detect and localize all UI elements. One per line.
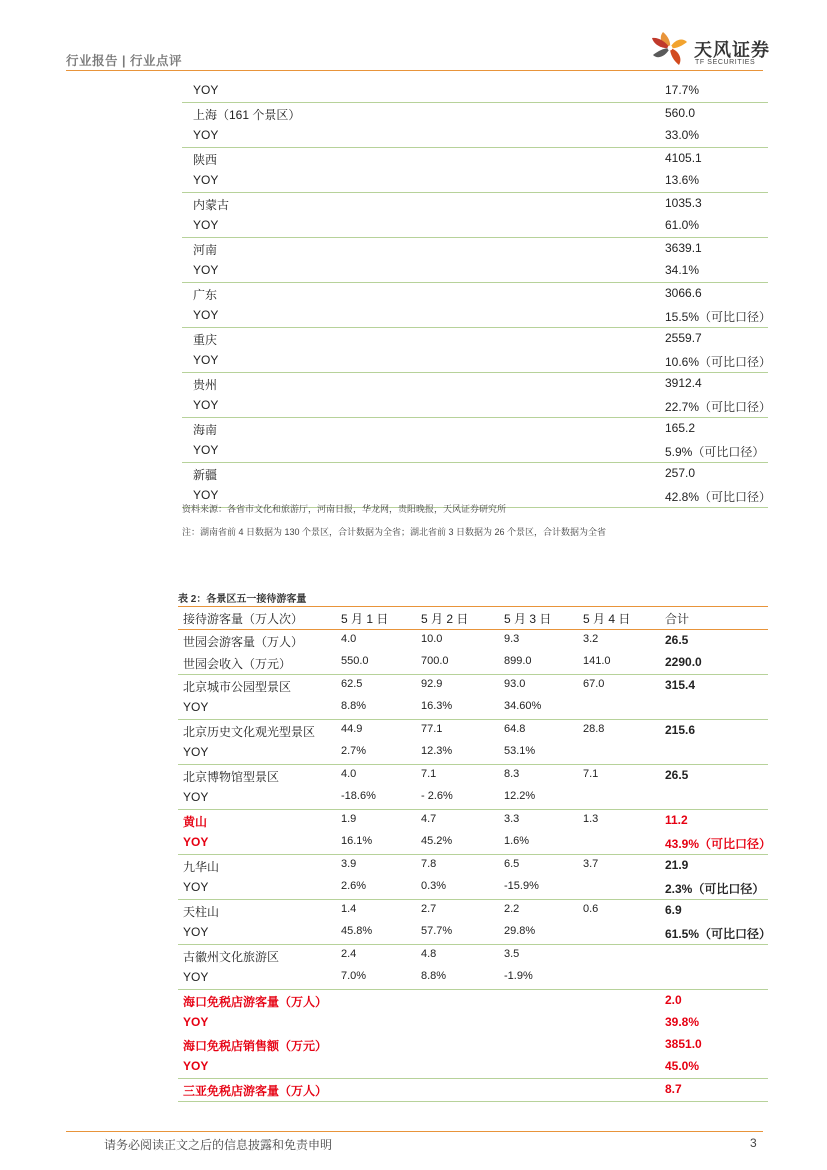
row-label: YOY [183, 880, 209, 894]
table-row-group [178, 675, 768, 720]
cell-value: 39.8% [665, 1015, 700, 1029]
cell-value: 2.3%（可比口径） [665, 882, 765, 896]
cell-value: 4.0 [341, 768, 357, 780]
row-label: 北京历史文化观光型景区 [183, 725, 316, 739]
table-row [182, 238, 768, 260]
table-row [178, 1079, 768, 1101]
yoy-label: YOY [193, 173, 219, 187]
yoy-value: 15.5%（可比口径） [665, 310, 772, 324]
cell-value: 2.0 [665, 993, 682, 1007]
cell-value: -15.9% [504, 880, 539, 892]
cell-value: 141.0 [583, 655, 611, 667]
yoy-label: YOY [193, 443, 219, 457]
table-row-group [178, 630, 768, 675]
column-header: 5 月 4 日 [583, 612, 631, 626]
row-label: YOY [183, 1015, 209, 1029]
table1-source: 资料来源：各省市文化和旅游厅，河南日报，华龙网，贵阳晚报，天风证券研究所 [182, 504, 507, 514]
row-label: YOY [183, 970, 209, 984]
cell-value: 44.9 [341, 723, 363, 735]
cell-value: 2.4 [341, 948, 357, 960]
row-label: YOY [183, 925, 209, 939]
cell-value: 0.3% [421, 880, 447, 892]
cell-value: 1.4 [341, 903, 357, 915]
table-row [178, 765, 768, 787]
cell-value: 7.8 [421, 858, 437, 870]
row-value: 257.0 [665, 466, 696, 480]
cell-value: 3.7 [583, 858, 599, 870]
cell-value: 1.6% [504, 835, 530, 847]
row-label: 河南 [193, 243, 218, 257]
cell-value: 4.0 [341, 633, 357, 645]
cell-value: 2.7 [421, 903, 437, 915]
cell-value: 550.0 [341, 655, 369, 667]
row-label: 世园会收入（万元） [183, 657, 292, 671]
yoy-value: 33.0% [665, 128, 700, 142]
table-row-group [178, 945, 768, 990]
table-row [178, 832, 772, 854]
yoy-label: YOY [193, 128, 219, 142]
breadcrumb: 行业报告 | 行业点评 [66, 54, 182, 68]
row-label: 古徽州文化旅游区 [183, 950, 280, 964]
row-value: 165.2 [665, 421, 696, 435]
table-row [178, 855, 768, 877]
cell-value: 26.5 [665, 768, 689, 782]
row-label: 上海（161 个景区） [193, 108, 301, 122]
table-row [182, 170, 768, 192]
cell-value: 21.9 [665, 858, 689, 872]
cell-value: 34.60% [504, 700, 542, 712]
cell-value: 9.3 [504, 633, 520, 645]
cell-value: 6.9 [665, 903, 682, 917]
table-row [178, 945, 768, 967]
yoy-label: YOY [193, 488, 219, 502]
table-row-group [182, 103, 768, 148]
table-row-group [182, 148, 768, 193]
table-row-group [178, 990, 768, 1079]
cell-value: 26.5 [665, 633, 689, 647]
row-label: 世园会游客量（万人） [183, 635, 304, 649]
cell-value: 8.8% [421, 970, 447, 982]
column-header: 合计 [665, 612, 690, 626]
table-row [182, 463, 768, 485]
cell-value: 16.1% [341, 835, 373, 847]
row-label: YOY [193, 83, 219, 97]
table-row [182, 305, 772, 327]
row-value: 4105.1 [665, 151, 702, 165]
table-row-group [178, 765, 768, 810]
yoy-label: YOY [193, 398, 219, 412]
table-row [182, 148, 768, 170]
cell-value: 43.9%（可比口径） [665, 837, 772, 851]
column-header: 5 月 1 日 [341, 612, 389, 626]
cell-value: 4.7 [421, 813, 437, 825]
table-row [178, 1012, 768, 1034]
column-header: 5 月 3 日 [504, 612, 552, 626]
row-value: 3639.1 [665, 241, 702, 255]
table-row-group [182, 373, 772, 418]
table-row [178, 922, 772, 944]
cell-value: 45.2% [421, 835, 453, 847]
yoy-label: YOY [193, 353, 219, 367]
table-row-group [182, 193, 768, 238]
logo-text-en: TF SECURITIES [695, 59, 756, 66]
yoy-value: 13.6% [665, 173, 700, 187]
table-row [178, 652, 768, 674]
row-label: 九华山 [183, 860, 220, 874]
row-label: YOY [183, 1059, 209, 1073]
row-label: 陕西 [193, 153, 218, 167]
table-row [178, 742, 768, 764]
cell-value: 57.7% [421, 925, 453, 937]
table-row-group [182, 418, 768, 463]
table-row [182, 125, 768, 147]
table1-note: 注：湖南省前 4 日数据为 130 个景区，合计数据为全省；湖北省前 3 日数据为 26 个景区，合计数据为全省 [182, 527, 607, 537]
row-label: 海口免税店游客量（万人） [183, 995, 328, 1009]
cell-value: 10.0 [421, 633, 443, 645]
row-value: 3066.6 [665, 286, 702, 300]
cell-value: 3.2 [583, 633, 599, 645]
row-label: 黄山 [183, 815, 208, 829]
logo [650, 28, 775, 73]
cell-value: 3851.0 [665, 1037, 702, 1051]
table-row [178, 630, 768, 652]
cell-value: 1.9 [341, 813, 357, 825]
table-row [182, 80, 768, 102]
cell-value: 899.0 [504, 655, 532, 667]
logo-text-cn: 天风证券 [694, 40, 770, 60]
table-row [182, 328, 768, 350]
table-row-group [178, 900, 772, 945]
row-label: YOY [183, 700, 209, 714]
cell-value: 67.0 [583, 678, 605, 690]
table-row-group [178, 855, 768, 900]
table-row [182, 350, 772, 372]
table-row [178, 1034, 768, 1056]
table2-title: 表 2：各景区五一接待游客量 [178, 594, 307, 605]
row-value: 17.7% [665, 83, 700, 97]
cell-value: 45.8% [341, 925, 373, 937]
column-header: 5 月 2 日 [421, 612, 469, 626]
table-row [182, 193, 768, 215]
table-row [182, 103, 768, 125]
row-label: 海南 [193, 423, 218, 437]
row-label: 新疆 [193, 468, 218, 482]
yoy-value: 42.8%（可比口径） [665, 490, 772, 504]
table-row [178, 900, 768, 922]
cell-value: 8.8% [341, 700, 367, 712]
table-row [178, 675, 768, 697]
province-table [182, 80, 772, 508]
table-row [178, 967, 768, 989]
cell-value: 700.0 [421, 655, 449, 667]
yoy-value: 10.6%（可比口径） [665, 355, 772, 369]
table-row [182, 440, 768, 462]
row-value: 1035.3 [665, 196, 702, 210]
cell-value: -1.9% [504, 970, 533, 982]
scenic-spot-table [178, 606, 772, 1102]
table-row [178, 990, 768, 1012]
table-row [178, 720, 768, 742]
cell-value: 4.8 [421, 948, 437, 960]
row-label: 天柱山 [183, 905, 220, 919]
cell-value: 215.6 [665, 723, 696, 737]
row-label: 重庆 [193, 333, 218, 347]
cell-value: 2.7% [341, 745, 367, 757]
table-header-row [178, 606, 768, 630]
cell-value: 53.1% [504, 745, 536, 757]
cell-value: 1.3 [583, 813, 599, 825]
cell-value: - 2.6% [421, 790, 453, 802]
table-row-group [178, 1079, 768, 1102]
table-row-group [182, 328, 772, 373]
cell-value: 2290.0 [665, 655, 702, 669]
cell-value: 12.3% [421, 745, 453, 757]
cell-value: 7.0% [341, 970, 367, 982]
cell-value: 2.6% [341, 880, 367, 892]
cell-value: -18.6% [341, 790, 376, 802]
table-row-group [182, 238, 768, 283]
cell-value: 3.3 [504, 813, 520, 825]
table-row-group [178, 810, 772, 855]
yoy-label: YOY [193, 263, 219, 277]
row-label: YOY [183, 835, 209, 849]
footer-rule [66, 1131, 763, 1132]
row-value: 2559.7 [665, 331, 702, 345]
yoy-value: 34.1% [665, 263, 700, 277]
yoy-label: YOY [193, 308, 219, 322]
cell-value: 16.3% [421, 700, 453, 712]
row-value: 3912.4 [665, 376, 702, 390]
cell-value: 7.1 [421, 768, 437, 780]
cell-value: 28.8 [583, 723, 605, 735]
page-number: 3 [750, 1136, 757, 1150]
cell-value: 315.4 [665, 678, 696, 692]
row-label: 海口免税店销售额（万元） [183, 1039, 328, 1053]
cell-value: 2.2 [504, 903, 520, 915]
row-label: 北京城市公园型景区 [183, 680, 292, 694]
table-row [178, 1056, 768, 1078]
cell-value: 92.9 [421, 678, 443, 690]
cell-value: 8.7 [665, 1082, 682, 1096]
table-row [182, 215, 768, 237]
yoy-label: YOY [193, 218, 219, 232]
row-label: 北京博物馆型景区 [183, 770, 280, 784]
cell-value: 6.5 [504, 858, 520, 870]
row-label: YOY [183, 790, 209, 804]
cell-value: 8.3 [504, 768, 520, 780]
disclaimer: 请务必阅读正文之后的信息披露和免责申明 [104, 1138, 333, 1152]
row-label: YOY [183, 745, 209, 759]
table-row-group [182, 80, 768, 103]
table-row [182, 418, 768, 440]
cell-value: 11.2 [665, 813, 688, 827]
cell-value: 3.5 [504, 948, 520, 960]
table-row-group [178, 720, 768, 765]
row-label: 贵州 [193, 378, 218, 392]
cell-value: 0.6 [583, 903, 599, 915]
cell-value: 29.8% [504, 925, 536, 937]
cell-value: 7.1 [583, 768, 599, 780]
row-value: 560.0 [665, 106, 696, 120]
table-row [178, 697, 768, 719]
table-row [182, 260, 768, 282]
table-row [178, 787, 768, 809]
table-row [182, 283, 768, 305]
table-row [182, 373, 768, 395]
cell-value: 45.0% [665, 1059, 700, 1073]
table-row [178, 877, 768, 899]
cell-value: 62.5 [341, 678, 363, 690]
cell-value: 93.0 [504, 678, 526, 690]
yoy-value: 61.0% [665, 218, 700, 232]
cell-value: 3.9 [341, 858, 357, 870]
table-row-group [182, 283, 772, 328]
cell-value: 12.2% [504, 790, 536, 802]
column-header: 接待游客量（万人次） [183, 612, 304, 626]
flower-logo-icon [650, 28, 690, 70]
cell-value: 64.8 [504, 723, 526, 735]
yoy-value: 5.9%（可比口径） [665, 445, 765, 459]
row-label: 广东 [193, 288, 218, 302]
cell-value: 61.5%（可比口径） [665, 927, 772, 941]
table-row [178, 810, 768, 832]
yoy-value: 22.7%（可比口径） [665, 400, 772, 414]
table-row [182, 395, 772, 417]
cell-value: 77.1 [421, 723, 443, 735]
row-label: 三亚免税店游客量（万人） [183, 1084, 328, 1098]
row-label: 内蒙古 [193, 198, 230, 212]
